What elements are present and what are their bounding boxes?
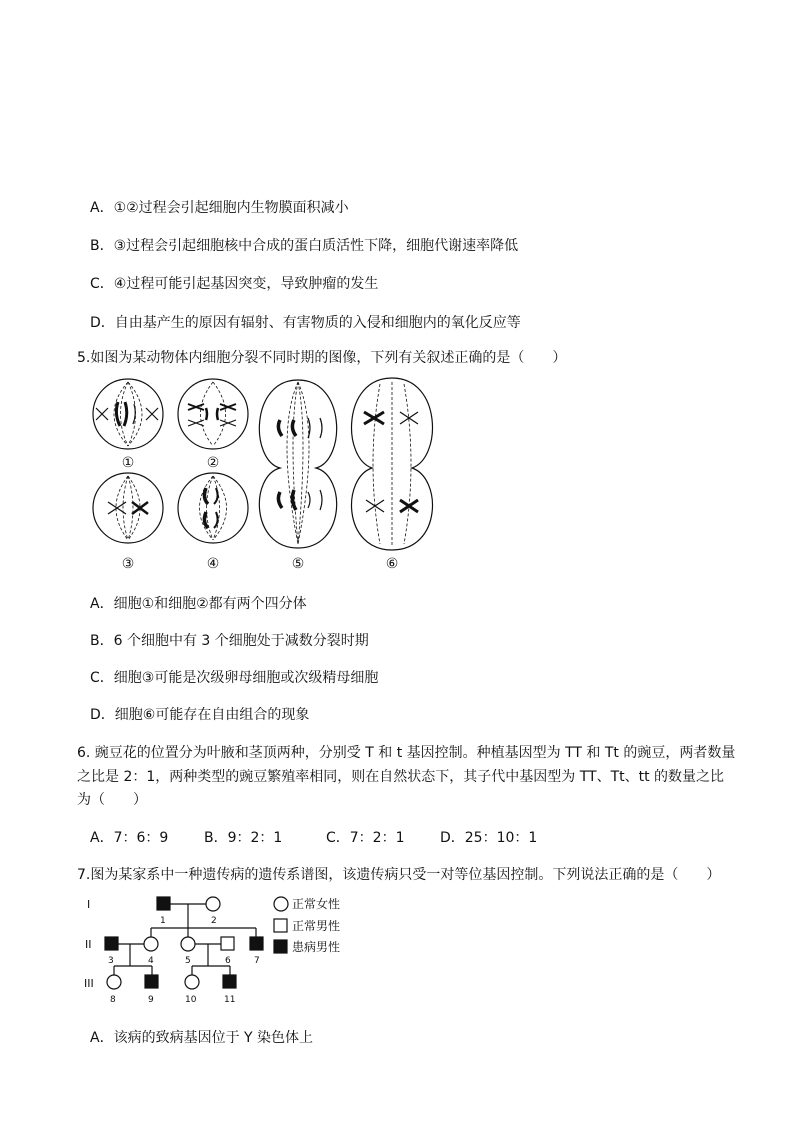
individual-number-4: 4 (148, 956, 154, 966)
q4-option-b: B．③过程会引起细胞核中合成的蛋白质活性下降，细胞代谢速率降低 (90, 238, 519, 254)
q4-option-d: D．自由基产生的原因有辐射、有害物质的入侵和细胞内的氧化反应等 (90, 315, 521, 331)
individual-6-normal-male (221, 937, 234, 950)
q6-option-d: D．25：10：1 (440, 830, 538, 846)
q4-option-c: C．④过程可能引起基因突变，导致肿瘤的发生 (90, 276, 379, 292)
cell-label-4: ④ (206, 556, 220, 572)
cell-label-5: ⑤ (291, 556, 305, 572)
cell-4-drawing (178, 473, 248, 543)
individual-number-1: 1 (160, 916, 166, 926)
individual-number-5: 5 (185, 956, 191, 966)
generation-label-3: III (84, 977, 94, 990)
pedigree-chart (80, 890, 380, 1010)
q6-stem-line-1: 6. 豌豆花的位置分为叶腋和茎顶两种，分别受 T 和 t 基因控制。种植基因型为 TT 和 Tt 的豌豆，两者数量 (77, 745, 736, 761)
generation-label-2: II (85, 938, 92, 951)
q5-option-c: C．细胞③可能是次级卵母细胞或次级精母细胞 (90, 670, 379, 686)
cell-division-figure (80, 372, 450, 577)
individual-8-normal-female (107, 975, 121, 989)
individual-number-11: 11 (224, 995, 236, 1005)
individual-number-8: 8 (110, 995, 116, 1005)
cell-label-6: ⑥ (385, 556, 399, 572)
q6-option-a: A．7：6：9 (90, 830, 169, 846)
legend-label-normal-male: 正常男性 (292, 919, 341, 933)
q7-option-a: A．该病的致病基因位于 Y 染色体上 (90, 1030, 314, 1046)
legend-affected-male-symbol (274, 940, 287, 953)
q5-option-a: A．细胞①和细胞②都有两个四分体 (90, 596, 307, 612)
cell-label-3: ③ (121, 556, 135, 572)
generation-label-1: I (87, 898, 91, 911)
q4-option-a: A．①②过程会引起细胞内生物膜面积减小 (90, 200, 349, 216)
q6-option-c: C．7：2：1 (326, 830, 405, 846)
legend-label-normal-female: 正常女性 (292, 897, 341, 911)
individual-11-affected-male (223, 975, 236, 988)
q6-stem-line-2: 之比是 2：1，两种类型的豌豆繁殖率相同，则在自然状态下，其子代中基因型为 TT、Tt、tt 的数量之比 (77, 769, 725, 785)
individual-5-normal-female (181, 937, 195, 951)
individual-number-2: 2 (211, 916, 217, 926)
cell-2-drawing (178, 379, 248, 449)
individual-number-9: 9 (148, 995, 154, 1005)
individual-number-3: 3 (108, 956, 114, 966)
individual-4-normal-female (144, 937, 158, 951)
q7-stem: 7.图为某家系中一种遗传病的遗传系谱图，该遗传病只受一对等位基因控制。下列说法正确的是（ ） (77, 867, 721, 883)
individual-number-7: 7 (254, 956, 260, 966)
q5-stem: 5.如图为某动物体内细胞分裂不同时期的图像，下列有关叙述正确的是（ ） (77, 350, 567, 366)
individual-number-10: 10 (185, 995, 197, 1005)
legend-label-affected-male: 患病男性 (292, 940, 341, 954)
individual-9-affected-male (145, 975, 158, 988)
cell-1-drawing (93, 379, 163, 449)
q5-option-b: B．6 个细胞中有 3 个细胞处于减数分裂时期 (90, 633, 369, 649)
q6-option-b: B．9：2：1 (204, 830, 283, 846)
individual-2-normal-female (206, 897, 220, 911)
individual-3-affected-male (105, 937, 118, 950)
individual-number-6: 6 (225, 956, 231, 966)
cell-label-1: ① (121, 455, 135, 471)
legend-normal-female-symbol (274, 897, 288, 911)
individual-10-normal-female (185, 975, 199, 989)
individual-1-affected-male (157, 897, 170, 910)
cell-label-2: ② (206, 455, 220, 471)
individual-7-affected-male (250, 937, 263, 950)
q5-option-d: D．细胞⑥可能存在自由组合的现象 (90, 707, 310, 723)
q6-stem-line-3: 为（ ） (77, 792, 147, 808)
cell-3-drawing (93, 473, 163, 543)
legend-normal-male-symbol (274, 919, 287, 932)
cell-5-drawing (259, 380, 336, 548)
cell-6-drawing (352, 378, 433, 550)
